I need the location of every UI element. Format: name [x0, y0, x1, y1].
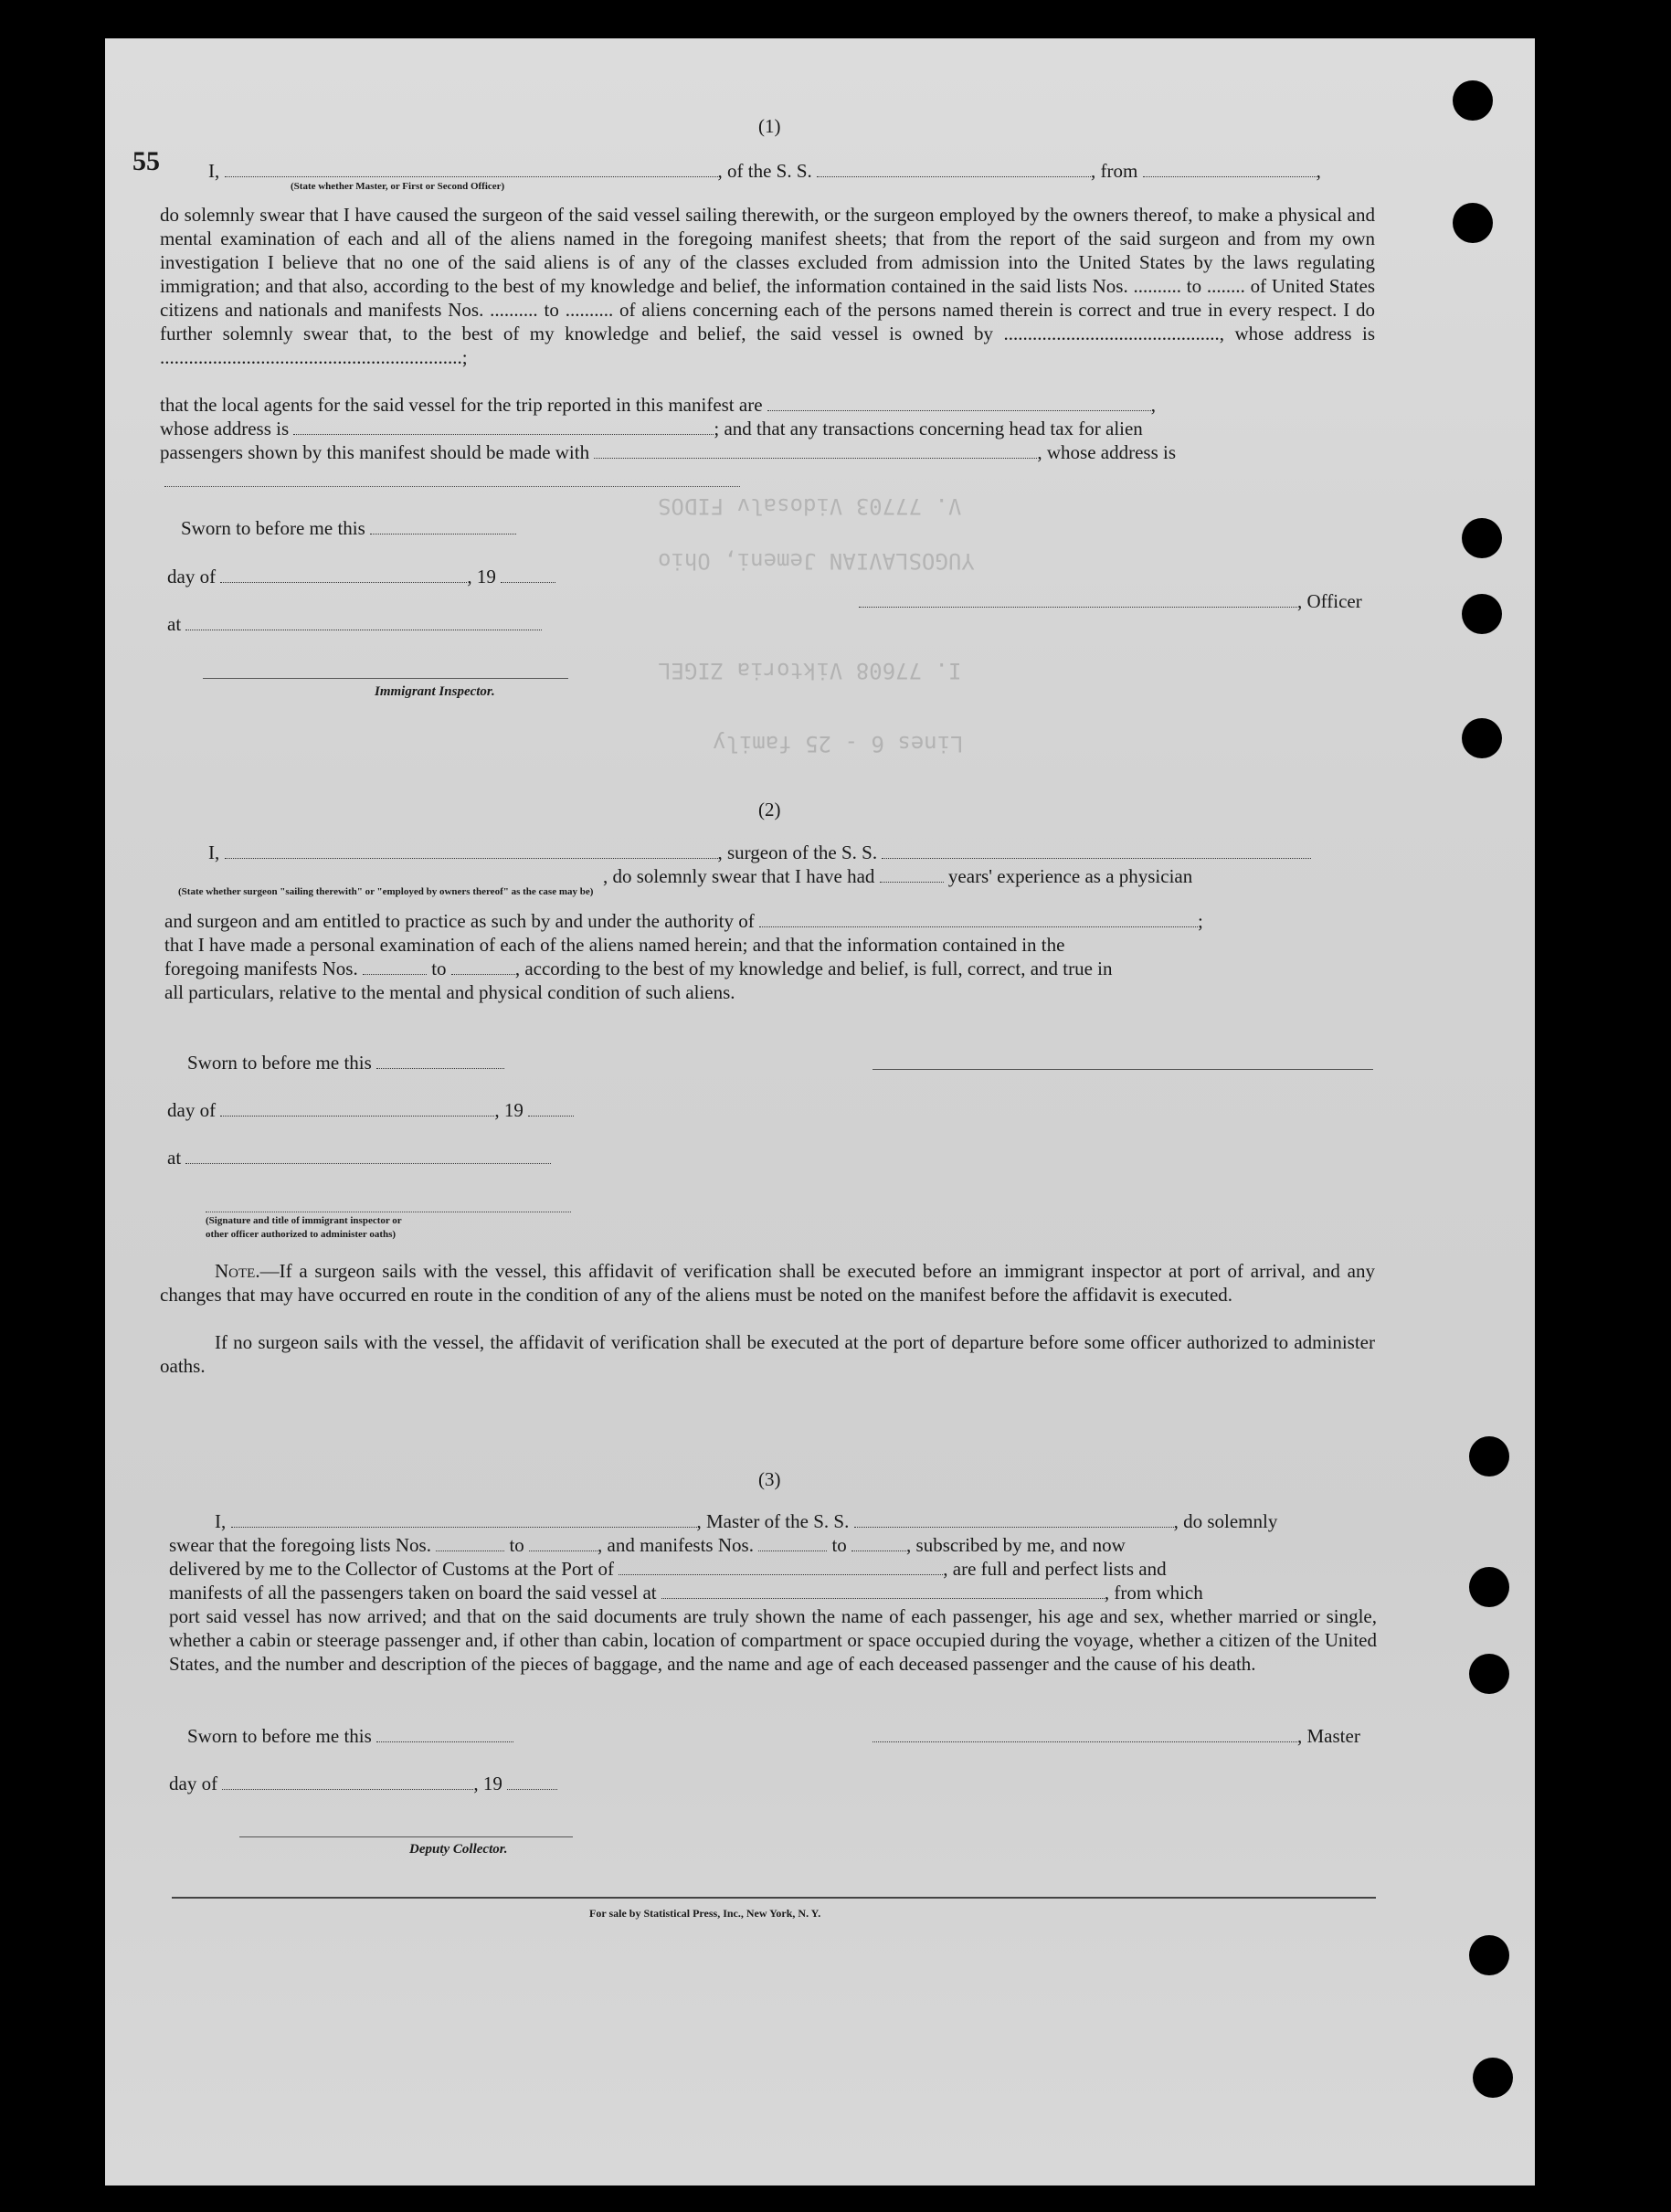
- solemnly-label: , do solemnly: [1173, 1510, 1278, 1532]
- surgeon-authority-text: and surgeon and am entitled to practice as such by and under the authority of: [164, 910, 755, 932]
- bleed-through-text: Lines 6 - 25 family: [713, 731, 964, 757]
- manifests-text: , and manifests Nos.: [598, 1534, 754, 1556]
- surgeon-line-2: [603, 864, 1192, 888]
- bleed-through-text: YUGOSLAVIAN Jemeni, Ohio: [658, 548, 975, 574]
- surgeon-note: (State whether surgeon "sailing therewith" or "employed by owners thereof" as the case may be): [178, 886, 594, 897]
- year-prefix: , 19: [467, 566, 496, 587]
- from-label: , from: [1091, 160, 1138, 182]
- master-i-label: I,: [215, 1510, 227, 1532]
- master-body: port said vessel has now arrived; and that on the said documents are truly shown the name of each passenger, his age and sex, whether married or single, whether a cabin or steerage passenger and, if other than cabin, location of compartment or space occupied during the voyage, whether a citizen of the United States, and the number and description of the pieces of baggage, and the name and age of each deceased passenger and the cause of his death.: [169, 1605, 1377, 1675]
- departure-port-field[interactable]: [1143, 175, 1317, 177]
- surgeon-name-field[interactable]: [225, 857, 718, 859]
- at-line-2: [167, 1146, 551, 1170]
- master-line-3: [169, 1557, 1167, 1581]
- years-field[interactable]: [880, 881, 944, 883]
- manifests-from-field[interactable]: [758, 1550, 827, 1551]
- sworn-date-field-3[interactable]: [376, 1741, 513, 1742]
- master-line-4: [169, 1581, 1203, 1604]
- binder-hole: [1469, 1654, 1509, 1694]
- master-vessel-field[interactable]: [854, 1526, 1174, 1528]
- lists-from-field[interactable]: [436, 1550, 504, 1551]
- of-ss-label: , of the S. S.: [717, 160, 812, 182]
- bleed-through-text: I. 77608 Viktoria ZIGEL: [658, 658, 962, 683]
- section-1-number: (1): [758, 115, 781, 137]
- day-of-field-2[interactable]: [220, 1115, 494, 1117]
- master-label: , Master: [1297, 1725, 1360, 1747]
- surgeon-body-b: that I have made a personal examination of each of the aliens named herein; and that the information contained in the: [164, 934, 1065, 956]
- to-text: to: [509, 1534, 524, 1556]
- agents-field[interactable]: [767, 409, 1151, 411]
- year-field-1[interactable]: [501, 581, 555, 583]
- sworn-text: Sworn to before me this: [181, 517, 365, 539]
- to-text: to: [831, 1534, 847, 1556]
- binder-hole: [1462, 594, 1502, 634]
- at-text: at: [167, 613, 182, 635]
- surgeon-body-a: and surgeon and am entitled to practice as such by and under the authority of ;: [164, 910, 1203, 932]
- head-tax-line: [160, 440, 1176, 464]
- sworn-label-1: [181, 516, 516, 540]
- sworn-label-3: [187, 1724, 513, 1748]
- section-1-body: do solemnly swear that I have caused the surgeon of the said vessel sailing therewith, or the surgeon employed by the owners thereof, to make a physical and mental examination of each and all of the aliens named in the foregoing manifest sheets; that from the report of the said surgeon and from my own investigation I believe that no one of the said aliens is of any of the classes excluded from admission into the United States by the laws regulating immigration; and that also, according to the best of my knowledge and belief, the information contained in the said lists Nos. .......... to ........ of United States citizens and nationals and manifests Nos. .......... to .......... of aliens concerning each of the persons named therein is correct and true in every respect. I do further solemnly swear that, to the best of my knowledge and belief, the said vessel is owned by ............................................., whose address is ...............................................................;: [160, 204, 1375, 368]
- belief-text: , according to the best of my knowledge and belief, is full, correct, and true in: [514, 958, 1113, 979]
- binder-hole: [1453, 80, 1493, 121]
- day-of-line-3: [169, 1772, 557, 1795]
- footer-rule: [172, 1897, 1376, 1899]
- bleed-through-text: V. 77703 Vidosalv FIDOS: [658, 493, 962, 519]
- authority-field[interactable]: [759, 926, 1198, 927]
- section-2-number: (2): [758, 799, 781, 820]
- day-of-text: day of: [167, 566, 217, 587]
- binder-hole: [1469, 1935, 1509, 1975]
- master-signature-line: [873, 1724, 1360, 1748]
- surgeon-swear-text: , do solemnly swear that I have had: [603, 865, 875, 887]
- binder-hole: [1453, 203, 1493, 243]
- master-of-label: , Master of the S. S.: [696, 1510, 850, 1532]
- deputy-signature-line[interactable]: [239, 1836, 573, 1837]
- whose-address-2-label: , whose address is: [1037, 441, 1177, 463]
- manifest-to-field[interactable]: [451, 973, 515, 975]
- to-text: to: [431, 958, 447, 979]
- surgeon-body-d: all particulars, relative to the mental and physical condition of such aliens.: [164, 981, 735, 1003]
- manifests-text: foregoing manifests Nos.: [164, 958, 358, 979]
- lists-text: swear that the foregoing lists Nos.: [169, 1534, 431, 1556]
- officer-label: , Officer: [1297, 590, 1362, 612]
- manifest-from-field[interactable]: [363, 973, 427, 975]
- master-signature-field[interactable]: [873, 1741, 1297, 1742]
- at-text: at: [167, 1147, 182, 1169]
- surgeon-of-label: , surgeon of the S. S.: [717, 841, 878, 863]
- head-tax-contact-field[interactable]: [594, 457, 1037, 459]
- binder-hole: [1462, 718, 1502, 758]
- agents-label: that the local agents for the said vessel for the trip reported in this manifest are: [160, 394, 763, 416]
- officer-signature-line: [859, 589, 1362, 613]
- head-tax-address-field[interactable]: [164, 486, 740, 487]
- section-3-number: (3): [758, 1468, 781, 1490]
- master-name-field[interactable]: [231, 1526, 697, 1528]
- manifests-to-field[interactable]: [851, 1550, 906, 1551]
- year-prefix: , 19: [494, 1099, 524, 1121]
- agents-address-field[interactable]: [293, 433, 714, 435]
- lists-to-field[interactable]: [529, 1550, 598, 1551]
- vessel-name-field[interactable]: [817, 175, 1091, 177]
- at-field-2[interactable]: [185, 1162, 551, 1164]
- sworn-text: Sworn to before me this: [187, 1725, 372, 1747]
- binder-hole: [1469, 1567, 1509, 1607]
- agents-line: that the local agents for the said vessel for the trip reported in this manifest are ,: [160, 394, 1157, 416]
- port-field[interactable]: [619, 1573, 943, 1575]
- surgeon-signature-line[interactable]: [873, 1069, 1373, 1070]
- master-line-1: [215, 1509, 1277, 1533]
- day-of-line-1: [167, 565, 555, 588]
- sworn-text: Sworn to before me this: [187, 1052, 372, 1074]
- binder-hole: [1462, 518, 1502, 558]
- note-text-1: —If a surgeon sails with the vessel, this affidavit of verification shall be executed before an immigrant inspector at port of arrival, and any changes that may have occurred en route in the condition of any of the aliens must be noted on the manifest before the affidavit is executed.: [160, 1260, 1375, 1306]
- sworn-date-field-1[interactable]: [370, 533, 516, 534]
- section-1-line-1: I, , of the S. S. , from ,: [208, 160, 1321, 182]
- year-prefix: , 19: [473, 1773, 502, 1794]
- surgeon-body-c: [164, 957, 1113, 980]
- collector-text: delivered by me to the Collector of Customs at the Port of: [169, 1558, 614, 1580]
- surgeon-line-1: [208, 841, 1311, 864]
- day-of-field-3[interactable]: [222, 1788, 473, 1790]
- day-of-line-2: [167, 1098, 574, 1122]
- printer-footer: For sale by Statistical Press, Inc., New York, N. Y.: [589, 1907, 821, 1920]
- officer-i-label: I,: [208, 160, 220, 182]
- head-tax-label: ; and that any transactions concerning head tax for alien: [714, 418, 1143, 439]
- passengers-label: passengers shown by this manifest should be made with: [160, 441, 590, 463]
- deputy-caption: Deputy Collector.: [409, 1842, 508, 1857]
- page-mark: 55: [132, 146, 160, 176]
- note-paragraph-1: [160, 1259, 1375, 1307]
- note-label: Note.: [215, 1260, 260, 1282]
- day-of-field-1[interactable]: [220, 581, 467, 583]
- officer-name-field[interactable]: [225, 175, 718, 177]
- subscribed-text: , subscribed by me, and now: [906, 1534, 1126, 1556]
- year-field-3[interactable]: [507, 1788, 557, 1790]
- binder-hole: [1473, 2058, 1513, 2098]
- taken-on-board-text: manifests of all the passengers taken on board the said vessel at: [169, 1582, 657, 1603]
- master-line-2: [169, 1533, 1126, 1557]
- at-field-1[interactable]: [185, 629, 542, 630]
- binder-hole: [1469, 1436, 1509, 1476]
- sworn-date-field-2[interactable]: [376, 1067, 504, 1069]
- whose-address-label: whose address is: [160, 418, 290, 439]
- perfect-lists-text: , are full and perfect lists and: [943, 1558, 1167, 1580]
- at-line-1: [167, 612, 542, 636]
- surgeon-i-label: I,: [208, 841, 220, 863]
- signature-note-2: other officer authorized to administer oaths): [206, 1229, 397, 1240]
- sworn-label-2: [187, 1051, 504, 1074]
- signature-note-1: (Signature and title of immigrant inspector or: [206, 1215, 402, 1226]
- inspector-caption: Immigrant Inspector.: [375, 684, 495, 699]
- from-which-text: , from which: [1104, 1582, 1203, 1603]
- year-field-2[interactable]: [528, 1115, 574, 1117]
- embarkation-port-field[interactable]: [661, 1597, 1105, 1599]
- note-paragraph-2: If no surgeon sails with the vessel, the affidavit of verification shall be executed at the port of departure before some officer authorized to administer oaths.: [160, 1331, 1375, 1377]
- day-of-text: day of: [167, 1099, 217, 1121]
- surgeon-vessel-field[interactable]: [882, 857, 1311, 859]
- inspector-signature-line[interactable]: [203, 678, 568, 679]
- officer-note: (State whether Master, or First or Second Officer): [291, 181, 505, 192]
- agents-address-line: [160, 417, 1143, 440]
- day-of-text: day of: [169, 1773, 218, 1794]
- officer-signature-field[interactable]: [859, 606, 1297, 608]
- years-experience-text: years' experience as a physician: [947, 865, 1193, 887]
